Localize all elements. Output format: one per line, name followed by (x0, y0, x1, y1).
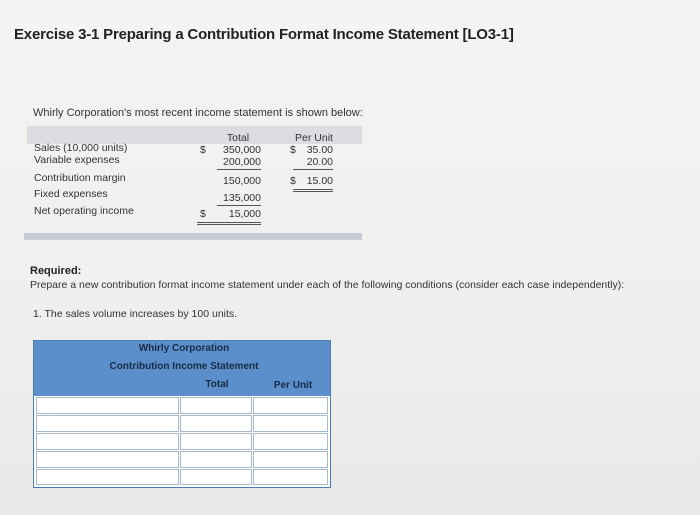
subtotal-rule (217, 205, 261, 206)
dollar-sign: $ (200, 144, 206, 156)
row-label-contribution-margin: Contribution margin (34, 172, 126, 184)
dollar-sign: $ (290, 144, 296, 156)
required-text: Prepare a new contribution format income statement under each of the following conditions (consider each case independently): (30, 279, 625, 291)
answer-total-cell[interactable] (180, 451, 252, 468)
answer-column-total: Total (205, 379, 229, 390)
total-rule (293, 189, 333, 190)
required-heading: Required: (30, 265, 82, 277)
answer-column-per-unit: Per Unit (273, 380, 313, 391)
answer-label-cell[interactable] (36, 397, 179, 414)
statement-bottom-band (24, 233, 362, 240)
answer-total-cell[interactable] (180, 415, 252, 432)
answer-total-cell[interactable] (180, 433, 252, 450)
answer-total-cell[interactable] (180, 397, 252, 414)
per-unit-sales: 35.00 (306, 144, 333, 156)
subtotal-rule (293, 169, 333, 170)
answer-per-unit-cell[interactable] (253, 433, 328, 450)
total-sales: 350,000 (223, 144, 261, 156)
row-label-fixed-expenses: Fixed expenses (34, 188, 108, 200)
answer-label-cell[interactable] (36, 433, 179, 450)
condition-1-text: 1. The sales volume increases by 100 units. (33, 308, 238, 320)
per-unit-contribution-margin: 15.00 (306, 175, 333, 187)
dollar-sign: $ (200, 208, 206, 220)
answer-label-cell[interactable] (36, 451, 179, 468)
total-rule (197, 224, 261, 225)
total-variable-expenses: 200,000 (223, 156, 261, 168)
total-contribution-margin: 150,000 (223, 175, 261, 187)
subtotal-rule (217, 169, 261, 170)
total-rule (197, 222, 261, 223)
column-per-unit-header: Per Unit (295, 132, 333, 144)
per-unit-variable-expenses: 20.00 (306, 156, 333, 168)
answer-total-cell[interactable] (180, 469, 252, 485)
total-rule (293, 191, 333, 192)
total-fixed-expenses: 135,000 (223, 192, 261, 204)
answer-per-unit-cell[interactable] (253, 415, 328, 432)
answer-table (33, 340, 331, 488)
dollar-sign: $ (290, 175, 296, 187)
total-net-operating-income: 15,000 (228, 208, 261, 220)
intro-text: Whirly Corporation's most recent income statement is shown below: (33, 107, 363, 119)
row-label-sales: Sales (10,000 units) (34, 142, 128, 154)
exercise-title: Exercise 3-1 Preparing a Contribution Format Income Statement [LO3-1] (14, 26, 514, 43)
answer-per-unit-cell[interactable] (253, 397, 328, 414)
income-statement (27, 126, 362, 228)
row-label-net-operating-income: Net operating income (34, 205, 134, 217)
column-total-header: Total (226, 132, 250, 144)
answer-per-unit-cell[interactable] (253, 469, 328, 485)
answer-per-unit-cell[interactable] (253, 451, 328, 468)
row-label-variable-expenses: Variable expenses (34, 154, 120, 166)
answer-label-cell[interactable] (36, 469, 179, 485)
answer-company-name: Whirly Corporation (138, 343, 230, 354)
answer-statement-name: Contribution Income Statement (109, 361, 259, 372)
answer-label-cell[interactable] (36, 415, 179, 432)
